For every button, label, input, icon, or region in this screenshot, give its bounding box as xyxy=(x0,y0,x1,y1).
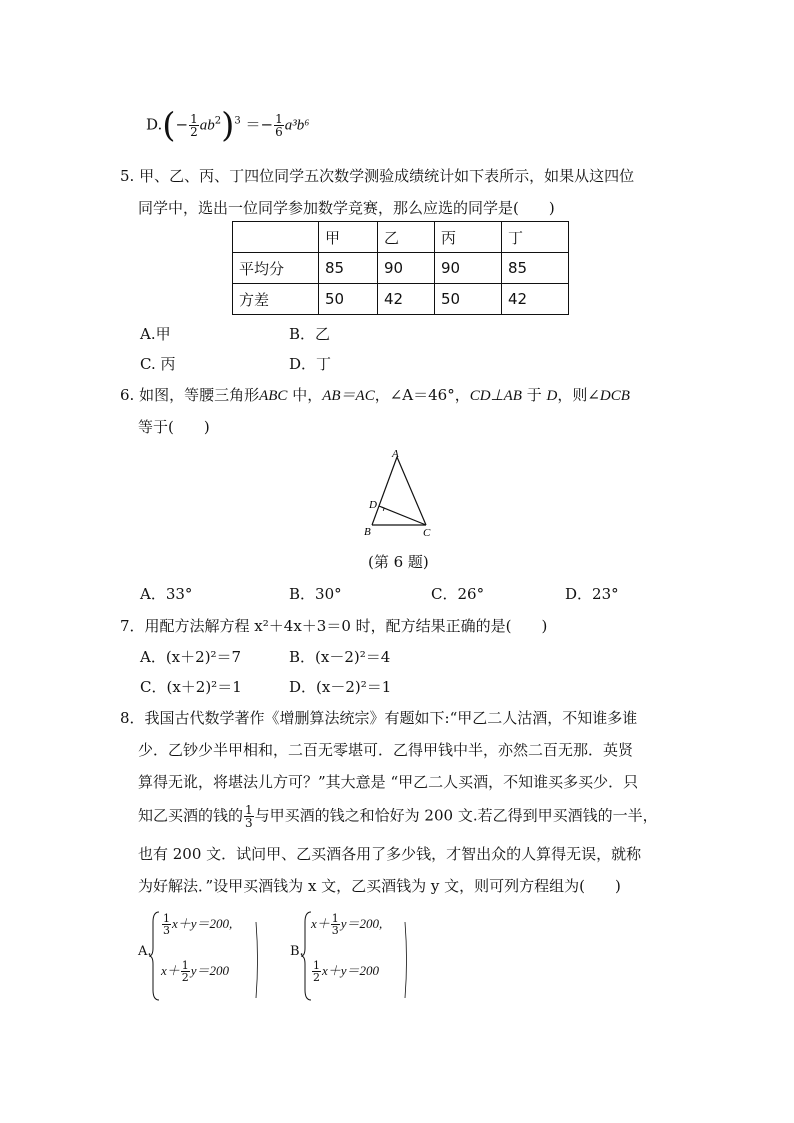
q4-exponent: 3 xyxy=(234,115,241,127)
table-cell: 42 xyxy=(502,284,569,315)
q6-option-d: D．23° xyxy=(565,585,619,603)
q8-option-a-label: A. xyxy=(138,944,152,959)
q8-stem-line2: 少．乙钞少半甲相和，二百无零堪可．乙得甲钱中半，亦然二百无那．英贤 xyxy=(138,741,634,759)
q4-rhs: a³b⁶ xyxy=(284,117,310,134)
table-cell: 85 xyxy=(502,253,569,284)
table-row xyxy=(233,284,569,315)
q6-figure-caption: (第 6 题) xyxy=(368,553,429,571)
q6-option-a: A．33° xyxy=(140,585,193,603)
table-row xyxy=(233,253,569,284)
table-cell: 丙 xyxy=(435,222,502,253)
q8-option-b-label: B. xyxy=(290,944,304,959)
q6-option-c: C．26° xyxy=(431,585,485,603)
fraction-one-third: $\frac{1}{3}$ xyxy=(245,803,253,830)
score-table xyxy=(232,221,569,315)
q5-option-a: A.甲 xyxy=(140,325,171,343)
paren-right: ) xyxy=(221,105,235,146)
label-c: C xyxy=(423,527,431,539)
q5-stem-line1: 5. 甲、乙、丙、丁四位同学五次数学测验成绩统计如下表所示，如果从这四位 xyxy=(120,167,635,185)
q5-option-d: D．丁 xyxy=(289,355,332,373)
table-cell xyxy=(233,222,319,253)
label-a: A xyxy=(392,448,399,460)
triangle-figure xyxy=(355,445,445,545)
q6-stem-line1: 6. 如图，等腰三角形ABC 中，AB＝AC，∠A＝46°，CD⊥AB 于 D，则∠DCB xyxy=(120,386,630,404)
table-cell: 甲 xyxy=(319,222,378,253)
q8-stem-line1: 8．我国古代数学著作《增删算法统宗》有题如下:“甲乙二人沽酒，不知谁多谁 xyxy=(120,709,638,727)
q5-stem-line2: 同学中，选出一位同学参加数学竞赛，那么应选的同学是( ) xyxy=(138,199,555,217)
q6-option-b: B．30° xyxy=(289,585,342,603)
right-bracket-line xyxy=(403,920,411,1000)
label-b: B xyxy=(364,526,371,538)
q4-option-d: D.(− $\frac{1}{2}$ $ab^2)^3$ ＝− $\frac{1}{6}$ a³b⁶ xyxy=(146,105,310,146)
left-brace-icon xyxy=(148,910,162,1002)
q6-stem-line2: 等于( ) xyxy=(138,418,210,436)
q8-stem-line3: 算得无讹，将堪法儿方可？”其大意是 “甲乙二人买酒，不知谁买多买少．只 xyxy=(138,773,639,791)
side-ab xyxy=(372,457,397,525)
q8-option-b-eq1: x＋ $\frac{1}{3}$ y＝200, xyxy=(311,912,383,937)
table-cell: 丁 xyxy=(502,222,569,253)
q8-stem-line5: 也有 200 文．试问甲、乙买酒各用了多少钱，才智出众的人算得无误，就称 xyxy=(138,845,642,863)
right-angle-mark xyxy=(382,507,385,511)
table-row xyxy=(233,222,569,253)
q7-stem: 7．用配方法解方程 x²＋4x＋3＝0 时，配方结果正确的是( ) xyxy=(120,617,548,635)
table-cell: 平均分 xyxy=(233,253,319,284)
q8-option-a-eq1: $\frac{1}{3}$ x＋y＝200, xyxy=(163,912,233,937)
table-cell: 90 xyxy=(378,253,435,284)
table-cell: 50 xyxy=(435,284,502,315)
table-cell: 85 xyxy=(319,253,378,284)
q5-option-b: B．乙 xyxy=(289,325,331,343)
table-cell: 方差 xyxy=(233,284,319,315)
q8-stem-line6: 为好解法．”设甲买酒钱为 x 文，乙买酒钱为 y 文，则可列方程组为( ) xyxy=(138,877,621,895)
fraction: $\frac{1}{6}$ xyxy=(275,112,283,139)
paren-left: ( xyxy=(162,105,176,146)
table-cell: 乙 xyxy=(378,222,435,253)
q4-term: ab xyxy=(199,117,215,134)
q7-option-a: A．(x＋2)²＝7 xyxy=(140,648,242,666)
q4-option-d-label: D. xyxy=(146,115,163,134)
q5-option-c: C. 丙 xyxy=(140,355,176,373)
fraction: $\frac{1}{2}$ xyxy=(190,112,198,139)
q7-option-b: B．(x－2)²＝4 xyxy=(289,648,391,666)
table-cell: 50 xyxy=(319,284,378,315)
q7-option-c: C．(x＋2)²＝1 xyxy=(140,678,242,696)
q7-option-d: D．(x－2)²＝1 xyxy=(289,678,392,696)
table-cell: 90 xyxy=(435,253,502,284)
q8-stem-line4: 知乙买酒的钱的 $\frac{1}{3}$ 与甲买酒的钱之和恰好为 200 文.若乙得到甲买酒钱的一半， xyxy=(138,803,658,830)
label-d: D xyxy=(369,499,377,511)
right-bracket-line xyxy=(254,920,262,1000)
q8-option-b-eq2: $\frac{1}{2}$ x＋y＝200 xyxy=(313,959,380,984)
q8-option-a-eq2: x＋ $\frac{1}{2}$ y＝200 xyxy=(161,959,230,984)
table-cell: 42 xyxy=(378,284,435,315)
